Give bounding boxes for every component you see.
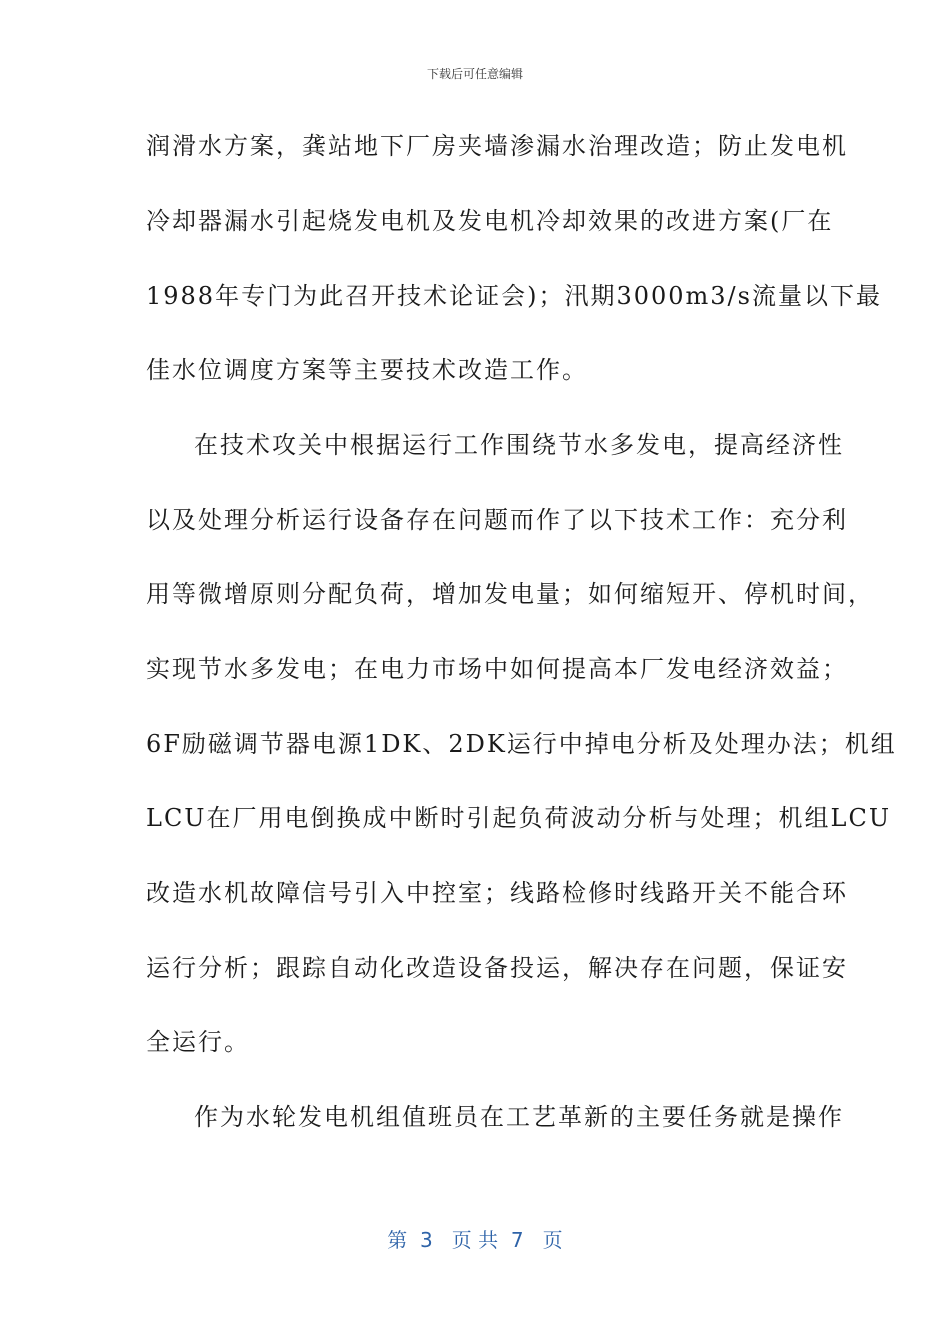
paragraph-start-line: 在技术攻关中根据运行工作围绕节水多发电，提高经济性 bbox=[194, 431, 844, 459]
text-line: 实现节水多发电；在电力市场中如何提高本厂发电经济效益； bbox=[146, 655, 848, 683]
page-header: 下载后可任意编辑 bbox=[426, 67, 523, 81]
text-line: 1988年专门为此召开技术论证会)；汛期3000m3/s流量以下最 bbox=[146, 282, 882, 310]
text-line: LCU在厂用电倒换成中断时引起负荷波动分析与处理；机组LCU bbox=[146, 804, 892, 832]
text-line: 润滑水方案，龚站地下厂房夹墙渗漏水治理改造；防止发电机 bbox=[146, 132, 848, 160]
text-line: 6F励磁调节器电源1DK、2DK运行中掉电分析及处理办法；机组 bbox=[146, 730, 897, 758]
text-line: 改造水机故障信号引入中控室；线路检修时线路开关不能合环 bbox=[146, 879, 848, 907]
text-line: 佳水位调度方案等主要技术改造工作。 bbox=[146, 356, 588, 384]
page-number: 第 3 页 共 7 页 bbox=[387, 1228, 563, 1252]
text-line: 用等微增原则分配负荷，增加发电量；如何缩短开、停机时间， bbox=[146, 580, 874, 608]
text-line: 以及处理分析运行设备存在问题而作了以下技术工作：充分利 bbox=[146, 506, 848, 534]
paragraph-start-line: 作为水轮发电机组值班员在工艺革新的主要任务就是操作 bbox=[194, 1103, 844, 1131]
text-line: 全运行。 bbox=[146, 1028, 250, 1056]
text-line: 运行分析；跟踪自动化改造设备投运，解决存在问题，保证安 bbox=[146, 954, 848, 982]
text-line: 冷却器漏水引起烧发电机及发电机冷却效果的改进方案(厂在 bbox=[146, 207, 834, 235]
